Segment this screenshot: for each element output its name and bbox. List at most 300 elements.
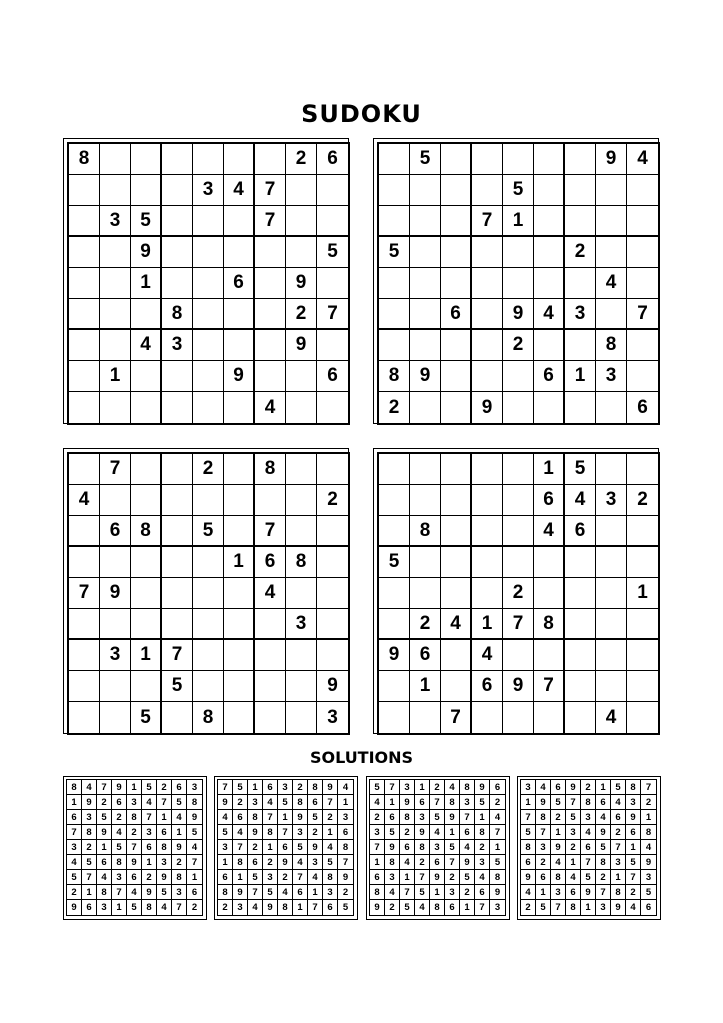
solution-cell: 9: [112, 780, 127, 795]
solution-cell: 2: [293, 780, 308, 795]
puzzle-cell: 6: [317, 144, 348, 175]
puzzle-cell: 6: [317, 361, 348, 392]
solution-cell: 9: [187, 810, 202, 825]
solution-cell: 2: [400, 825, 415, 840]
puzzle-cell: 6: [410, 640, 441, 671]
solution-cell: 2: [82, 840, 97, 855]
solution-cell: 7: [323, 795, 338, 810]
solution-cell: 7: [157, 795, 172, 810]
puzzle-cell: [255, 361, 286, 392]
puzzle-cell: 2: [503, 578, 534, 609]
puzzle-cell: [410, 330, 441, 361]
puzzle-cell: [286, 454, 317, 485]
puzzle-cell: [627, 330, 658, 361]
solution-cell: 5: [400, 900, 415, 915]
puzzle-cell: 9: [100, 578, 131, 609]
puzzle-cell: [286, 671, 317, 702]
solution-cell: 6: [338, 825, 353, 840]
solution-cell: 2: [415, 855, 430, 870]
solution-3: [366, 776, 510, 920]
puzzle-cell: [286, 206, 317, 237]
puzzle-cell: 4: [224, 175, 255, 206]
solution-cell: 2: [370, 810, 385, 825]
solution-cell: 9: [263, 900, 278, 915]
solution-cell: 2: [263, 855, 278, 870]
solution-cell: 7: [97, 780, 112, 795]
solution-cell: 2: [596, 870, 611, 885]
solution-cell: 5: [82, 855, 97, 870]
solution-cell: 5: [521, 825, 536, 840]
puzzle-cell: 4: [534, 516, 565, 547]
puzzle-cell: [441, 547, 472, 578]
solution-cell: 4: [641, 840, 656, 855]
solution-cell: 6: [127, 870, 142, 885]
puzzle-cell: [565, 702, 596, 733]
solution-cell: 1: [293, 900, 308, 915]
puzzle-cell: [627, 671, 658, 702]
puzzle-cell: [162, 702, 193, 733]
solution-cell: 3: [263, 870, 278, 885]
solution-cell: 6: [67, 810, 82, 825]
puzzle-cell: 6: [224, 268, 255, 299]
solution-cell: 5: [430, 810, 445, 825]
solution-cell: 7: [67, 825, 82, 840]
solution-cell: 4: [475, 870, 490, 885]
puzzle-cell: [162, 392, 193, 423]
puzzle-cell: [69, 392, 100, 423]
puzzle-cell: 1: [472, 609, 503, 640]
solution-cell: 5: [490, 855, 505, 870]
solution-cell: 6: [581, 840, 596, 855]
solution-cell: 2: [490, 795, 505, 810]
puzzle-cell: [100, 485, 131, 516]
puzzle-cell: 8: [286, 547, 317, 578]
solution-cell: 9: [490, 885, 505, 900]
puzzle-cell: 9: [131, 237, 162, 268]
puzzle-cell: [472, 454, 503, 485]
puzzle-4: [373, 448, 659, 734]
solution-cell: 1: [263, 840, 278, 855]
solution-cell: 5: [551, 795, 566, 810]
puzzle-cell: [627, 175, 658, 206]
puzzle-cell: 5: [131, 206, 162, 237]
puzzle-cell: [131, 299, 162, 330]
puzzle-cell: [69, 547, 100, 578]
puzzle-cell: [596, 516, 627, 547]
puzzle-cell: 7: [69, 578, 100, 609]
puzzle-cell: [472, 702, 503, 733]
puzzle-cell: [69, 516, 100, 547]
puzzle-cell: [534, 175, 565, 206]
solution-cell: 1: [233, 870, 248, 885]
solution-cell: 7: [566, 795, 581, 810]
puzzle-cell: 1: [627, 578, 658, 609]
puzzle-cell: [627, 547, 658, 578]
solution-cell: 5: [157, 885, 172, 900]
solution-cell: 7: [112, 885, 127, 900]
solution-cell: 2: [323, 810, 338, 825]
puzzle-cell: 5: [565, 454, 596, 485]
solution-cell: 9: [415, 825, 430, 840]
puzzle-cell: 1: [565, 361, 596, 392]
solution-cell: 4: [370, 795, 385, 810]
solution-cell: 1: [521, 795, 536, 810]
solution-cell: 8: [172, 870, 187, 885]
solution-cell: 1: [611, 870, 626, 885]
solution-cell: 2: [338, 885, 353, 900]
puzzle-cell: [131, 609, 162, 640]
solution-cell: 4: [97, 870, 112, 885]
solution-cell: 7: [460, 810, 475, 825]
puzzle-cell: 8: [193, 702, 224, 733]
solution-cell: 9: [596, 825, 611, 840]
puzzle-cell: [565, 206, 596, 237]
solution-cell: 3: [611, 855, 626, 870]
puzzle-cell: 9: [286, 330, 317, 361]
puzzle-cell: [441, 237, 472, 268]
solution-cell: 2: [445, 870, 460, 885]
puzzle-cell: [410, 175, 441, 206]
puzzle-cell: 6: [100, 516, 131, 547]
puzzle-cell: [503, 392, 534, 423]
puzzle-cell: [193, 547, 224, 578]
puzzle-cell: [627, 454, 658, 485]
puzzle-cell: [627, 640, 658, 671]
puzzle-cell: [534, 268, 565, 299]
puzzle-3: [63, 448, 349, 734]
puzzle-cell: 7: [472, 206, 503, 237]
solution-cell: 4: [611, 795, 626, 810]
puzzle-cell: [162, 454, 193, 485]
puzzle-cell: 3: [193, 175, 224, 206]
solution-cell: 2: [521, 900, 536, 915]
solution-cell: 8: [67, 780, 82, 795]
puzzle-cell: 7: [255, 175, 286, 206]
solution-cell: 9: [611, 900, 626, 915]
puzzle-cell: [162, 268, 193, 299]
puzzle-cell: [441, 144, 472, 175]
puzzle-cell: [131, 485, 162, 516]
puzzle-cell: [131, 547, 162, 578]
solution-cell: 7: [370, 840, 385, 855]
solution-cell: 8: [218, 885, 233, 900]
puzzle-cell: [131, 671, 162, 702]
solution-cell: 1: [218, 855, 233, 870]
puzzle-cell: [162, 237, 193, 268]
puzzle-cell: [255, 609, 286, 640]
puzzle-cell: [224, 702, 255, 733]
solution-cell: 9: [248, 825, 263, 840]
puzzle-cell: [193, 299, 224, 330]
puzzle-cell: [627, 609, 658, 640]
puzzle-cell: [224, 330, 255, 361]
puzzle-cell: 3: [162, 330, 193, 361]
solution-cell: 4: [490, 810, 505, 825]
puzzle-cell: [379, 485, 410, 516]
puzzle-cell: [224, 640, 255, 671]
solution-cell: 7: [338, 855, 353, 870]
solution-cell: 9: [475, 780, 490, 795]
solution-cell: 1: [370, 855, 385, 870]
solution-cell: 5: [536, 900, 551, 915]
puzzle-cell: [317, 268, 348, 299]
puzzle-cell: [379, 609, 410, 640]
puzzle-cell: 8: [255, 454, 286, 485]
solution-cell: 9: [233, 885, 248, 900]
puzzle-cell: 3: [565, 299, 596, 330]
solution-cell: 9: [278, 855, 293, 870]
puzzle-cell: 1: [503, 206, 534, 237]
puzzle-cell: [255, 237, 286, 268]
puzzle-cell: 1: [131, 640, 162, 671]
puzzle-cell: [441, 485, 472, 516]
puzzle-cell: 9: [224, 361, 255, 392]
puzzle-cell: 2: [286, 299, 317, 330]
puzzle-cell: 3: [100, 640, 131, 671]
solution-cell: 1: [112, 900, 127, 915]
puzzle-cell: 1: [410, 671, 441, 702]
puzzle-cell: [193, 578, 224, 609]
solution-cell: 4: [323, 840, 338, 855]
solution-cell: 8: [112, 855, 127, 870]
puzzle-cell: [503, 454, 534, 485]
solution-cell: 6: [611, 810, 626, 825]
puzzle-cell: [503, 547, 534, 578]
puzzle-cell: [565, 175, 596, 206]
puzzle-cell: 5: [379, 547, 410, 578]
solution-cell: 3: [172, 885, 187, 900]
puzzle-cell: [379, 144, 410, 175]
puzzle-cell: 4: [565, 485, 596, 516]
puzzle-cell: [162, 175, 193, 206]
puzzle-cell: 8: [410, 516, 441, 547]
puzzle-cell: [224, 144, 255, 175]
solution-cell: 8: [187, 795, 202, 810]
solution-cell: 5: [263, 885, 278, 900]
solution-cell: 1: [536, 885, 551, 900]
puzzle-cell: 9: [317, 671, 348, 702]
solution-cell: 8: [626, 780, 641, 795]
solution-cell: 7: [400, 885, 415, 900]
puzzle-cell: [69, 299, 100, 330]
puzzle-cell: [534, 237, 565, 268]
puzzle-cell: 6: [534, 485, 565, 516]
solution-cell: 6: [82, 900, 97, 915]
puzzle-cell: [317, 392, 348, 423]
solution-cell: 3: [370, 825, 385, 840]
solution-cell: 6: [400, 840, 415, 855]
puzzle-cell: [69, 671, 100, 702]
solution-cell: 9: [370, 900, 385, 915]
puzzle-cell: [100, 547, 131, 578]
solution-cell: 4: [521, 885, 536, 900]
puzzle-grid: [377, 452, 660, 735]
puzzle-cell: [317, 206, 348, 237]
solution-cell: 9: [536, 795, 551, 810]
solution-cell: 3: [475, 855, 490, 870]
solution-cell: 3: [385, 870, 400, 885]
solution-cell: 5: [248, 870, 263, 885]
solution-cell: 7: [445, 855, 460, 870]
solution-cell: 6: [157, 825, 172, 840]
solution-cell: 6: [323, 900, 338, 915]
solution-cell: 2: [127, 825, 142, 840]
solution-cell: 7: [142, 810, 157, 825]
puzzle-cell: [286, 485, 317, 516]
solution-cell: 3: [127, 795, 142, 810]
puzzle-cell: [596, 175, 627, 206]
solution-cell: 9: [172, 840, 187, 855]
puzzle-cell: [224, 299, 255, 330]
puzzle-cell: [441, 516, 472, 547]
puzzle-cell: [534, 330, 565, 361]
puzzle-cell: [162, 361, 193, 392]
solution-cell: 7: [490, 825, 505, 840]
solution-cell: 3: [581, 810, 596, 825]
solution-cell: 3: [308, 855, 323, 870]
puzzle-cell: [100, 237, 131, 268]
solution-cell: 2: [475, 840, 490, 855]
solution-cell: 7: [581, 855, 596, 870]
puzzle-cell: [472, 175, 503, 206]
solution-cell: 6: [278, 840, 293, 855]
solution-cell: 2: [551, 810, 566, 825]
puzzle-cell: [255, 671, 286, 702]
solution-cell: 9: [142, 885, 157, 900]
solution-cell: 9: [82, 795, 97, 810]
puzzle-cell: [131, 144, 162, 175]
solution-cell: 4: [308, 870, 323, 885]
solution-cell: 5: [370, 780, 385, 795]
puzzle-cell: 7: [503, 609, 534, 640]
solution-cell: 7: [293, 870, 308, 885]
puzzle-cell: [131, 454, 162, 485]
puzzle-cell: [441, 175, 472, 206]
puzzle-cell: [441, 454, 472, 485]
puzzle-cell: 2: [627, 485, 658, 516]
puzzle-cell: [627, 237, 658, 268]
puzzle-cell: 4: [131, 330, 162, 361]
puzzle-cell: [565, 609, 596, 640]
puzzle-cell: [596, 578, 627, 609]
puzzle-cell: [441, 206, 472, 237]
puzzle-cell: [379, 330, 410, 361]
solution-cell: 1: [551, 825, 566, 840]
solution-cell: 9: [323, 780, 338, 795]
solution-cell: 8: [338, 840, 353, 855]
solution-cell: 6: [430, 855, 445, 870]
solution-cell: 2: [248, 840, 263, 855]
solution-cell: 5: [641, 885, 656, 900]
solution-cell: 7: [263, 810, 278, 825]
puzzle-cell: 7: [162, 640, 193, 671]
puzzle-cell: [100, 671, 131, 702]
solution-cell: 3: [157, 855, 172, 870]
solution-cell: 1: [82, 885, 97, 900]
solution-cell: 4: [581, 825, 596, 840]
solution-cell: 6: [142, 840, 157, 855]
puzzle-cell: [224, 516, 255, 547]
puzzle-cell: [193, 330, 224, 361]
solution-cell: 8: [430, 900, 445, 915]
puzzle-cell: 3: [596, 361, 627, 392]
puzzle-cell: 2: [503, 330, 534, 361]
solution-cell: 5: [97, 810, 112, 825]
solution-cell: 1: [385, 795, 400, 810]
solution-cell: 7: [278, 825, 293, 840]
puzzle-cell: [410, 578, 441, 609]
puzzle-cell: [162, 516, 193, 547]
solution-cell: 7: [415, 870, 430, 885]
puzzle-cell: [286, 237, 317, 268]
solution-cell: 2: [385, 900, 400, 915]
solution-cell: 9: [308, 840, 323, 855]
puzzle-cell: [410, 392, 441, 423]
puzzle-cell: [100, 299, 131, 330]
solution-cell: 1: [308, 885, 323, 900]
solution-cell: 7: [187, 855, 202, 870]
solution-cell: 9: [430, 870, 445, 885]
puzzle-cell: 4: [255, 392, 286, 423]
puzzle-cell: [410, 206, 441, 237]
solution-cell: 4: [263, 795, 278, 810]
puzzle-cell: [193, 206, 224, 237]
puzzle-cell: 3: [100, 206, 131, 237]
puzzle-cell: [100, 609, 131, 640]
puzzle-cell: [472, 144, 503, 175]
puzzle-cell: [379, 268, 410, 299]
solution-cell: 4: [218, 810, 233, 825]
puzzle-cell: [565, 640, 596, 671]
solution-cell: 4: [187, 840, 202, 855]
solution-cell: 9: [521, 870, 536, 885]
puzzle-cell: [534, 144, 565, 175]
puzzle-cell: 4: [255, 578, 286, 609]
solution-cell: 3: [596, 900, 611, 915]
solution-cell: 6: [233, 810, 248, 825]
puzzle-cell: [255, 330, 286, 361]
solution-cell: 7: [475, 900, 490, 915]
solution-cell: 6: [112, 795, 127, 810]
solution-cell: 2: [191, 902, 198, 913]
puzzle-cell: [224, 206, 255, 237]
puzzle-cell: 6: [472, 671, 503, 702]
solution-cell: 5: [293, 840, 308, 855]
solution-cell: 8: [536, 810, 551, 825]
puzzle-cell: [317, 640, 348, 671]
puzzle-cell: 4: [627, 144, 658, 175]
puzzle-cell: [379, 206, 410, 237]
puzzle-cell: [255, 299, 286, 330]
puzzle-cell: 9: [472, 392, 503, 423]
puzzle-cell: [162, 144, 193, 175]
puzzle-cell: [503, 485, 534, 516]
puzzle-cell: 5: [379, 237, 410, 268]
puzzle-cell: 9: [596, 144, 627, 175]
solution-cell: 5: [187, 825, 202, 840]
solution-cell: 6: [293, 885, 308, 900]
puzzle-cell: [410, 485, 441, 516]
solution-cell: 1: [490, 840, 505, 855]
puzzle-cell: [255, 640, 286, 671]
puzzle-cell: 6: [441, 299, 472, 330]
solution-cell: 6: [370, 870, 385, 885]
puzzle-2: [373, 138, 659, 424]
puzzle-cell: [627, 361, 658, 392]
solution-cell: 3: [400, 780, 415, 795]
solution-cell: 6: [415, 795, 430, 810]
puzzle-cell: [286, 578, 317, 609]
